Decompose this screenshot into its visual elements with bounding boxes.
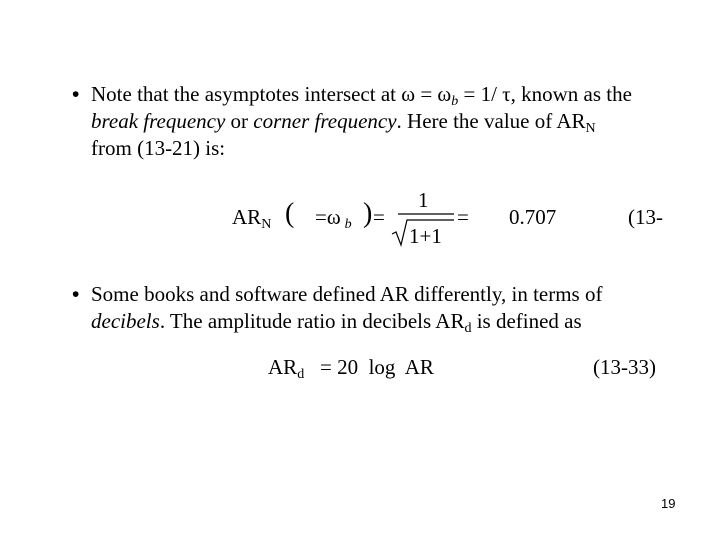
equation1-open-paren: (: [285, 198, 295, 229]
equation2-rhs: = 20 log AR: [320, 355, 434, 379]
equation1-close-paren: ): [363, 198, 373, 229]
equation2-number: (13-33): [593, 355, 656, 379]
bullet1-line1: Note that the asymptotes intersect at $\omega = \omega_b = 1/$ τ, known as the: [91, 81, 632, 115]
equation1-value: 0.707: [509, 205, 557, 229]
equation1-equals-a: =: [373, 205, 385, 229]
equation2-lhs: $AR_d$: [268, 355, 305, 382]
bullet-marker: •: [72, 83, 80, 106]
equation1-equals-b: =: [457, 205, 469, 229]
equation1-number: (13-: [628, 205, 663, 229]
bullet-marker: •: [72, 283, 80, 306]
equation1-denominator: 1+1: [409, 224, 442, 248]
bullet2-line1: Some books and software defined AR differently, in terms of: [91, 282, 603, 306]
equation1-numerator: 1: [418, 188, 429, 212]
equation1-lhs: $AR_N$: [232, 205, 272, 232]
bullet2-line2: decibels. The amplitude ratio in decibels $AR_d$ is defined as: [91, 309, 582, 336]
bullet1-line3: from (13-21) is:: [91, 136, 226, 160]
inline-equation-omega: $\omega = \omega_b = 1/$ τ: [401, 82, 511, 109]
slide-number: 19: [661, 496, 676, 511]
equation1-omega: =ω $_b$: [315, 205, 352, 232]
bullet1-line2: break frequency or corner frequency. Here the value of $AR_N$: [91, 109, 596, 136]
